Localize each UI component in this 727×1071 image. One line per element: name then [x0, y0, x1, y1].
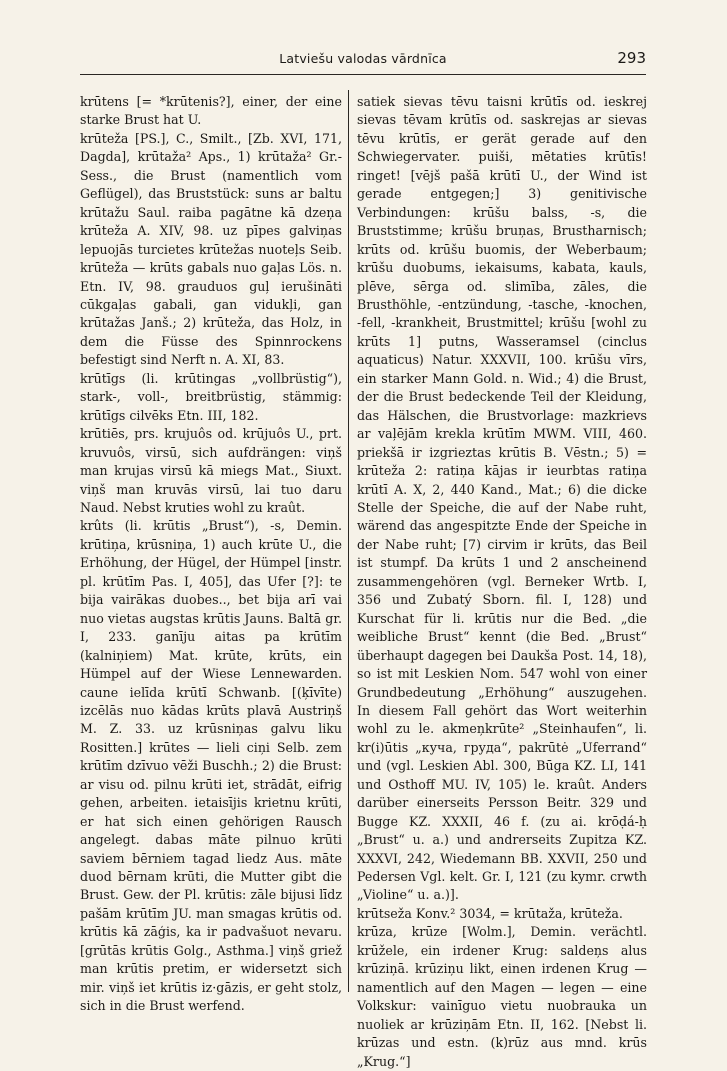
right-column	[357, 93, 647, 1069]
entry-kruza: krūza, krūze [Wolm.], Demin. verächtl. krūžele, ein irdener Krug: saldeņs alus krūziņā. krūziņu likt, einen irdenen Krug — namentlich auf den Magen — legen — eine Volkskur: vainīguo vietu nuobrauka un nuoliek ar krūziņām Etn. II, 162. [Nebst li. krūzas und estn. (k)rūz aus mnd. krūs „Krug.“]	[357, 924, 647, 1069]
entry-kruts: krûts (li. krūtis „Brust“), -s, Demin. krūtiņa, krūsniņa, 1) auch krūte U., die Erhöhung, der Hügel, der Hümpel [instr. pl. krūtīm Pas. I, 405], das Ufer [?]: te bija vairākas duobes.., bet bija arī vai nuo vietas augstas krūtis Jauns. Baltā gr. I, 233. ganīju aitas pa krūtīm (kalniņiem) Mat. krūte, krūts, ein Hümpel auf der Wiese Lennewarden. caune ielīda krūtī Schwanb. [(ķīvīte) izcēlās nuo kādas krūts plavā Austriņš M. Z. 33. uz krūsniņas galvu liku Rositten.] krūtes — lieli ciņi Selb. zem krūtīm dzīvuo vēži Buschh.; 2) die Brust: ar visu od. pilnu krūti iet, strādāt, eifrig gehen, arbeiten. ietaisījis krietnu krūti, er hat sich einen gehörigen Rausch angelegt. dabas māte pilnuo krūti saviem bērniem tagad liedz Aus. māte duod bērnam krūti, die Mutter gibt die Brust. Gew. der Pl. krūtis: zāle bijusi līdz pašām krūtīm JU. man smagas krūtis od. krūtis kā zāģis, ka ir padvašuot nevaru. [grūtās krūtis Golg., Asthma.] viņš griež man krūtis pretim, er widersetzt sich mir. viņš iet krūtis iz·gāzis, er geht stolz, sich in die Brust werfend.	[80, 518, 342, 1014]
entry-kruteza: krūteža [PS.], C., Smilt., [Zb. XVI, 171, Dagda], krūtaža² Aps., 1) krūtaža² Gr.-Sess., die Brust (namentlich vom Geflügel), das Bruststück: suns ar baltu krūtažu Saul. raiba pagātne kā dzeņa krūteža A. XIV, 98. uz pīpes galviņas lepuojās turcietes krūtežas nuoteļs Seib. krūteža — krūts gabals nuo gaļas Lös. n. Etn. IV, 98. grauduos guļ ierušināti cūkgaļas gabali, gan vidukļi, gan krūtažas Janš.; 2) krūteža, das Holz, in dem die Füsse des Spinnrockens befestigt sind Nerft n. A. XI, 83.	[80, 130, 342, 368]
entry-krutens: krūtens [= *krūtenis?], einer, der eine starke Brust hat U.	[80, 94, 342, 128]
left-column	[80, 93, 342, 1014]
running-title: Latviešu valodas vārdnīca	[279, 51, 447, 66]
page-header	[80, 48, 646, 75]
column-divider	[348, 90, 349, 992]
entry-krutigs: krūtīgs (li. krūtingas „vollbrüstig“), stark-, voll-, breitbrüstig, stämmig: krūtīgs cilvēks Etn. III, 182.	[80, 370, 342, 423]
entry-kruts-continued: satiek sievas tēvu taisni krūtīs od. ieskrej sievas tēvam krūtīs od. saskrejas ar sievas tēvu krūtīs, er gerät gerade auf den Schwiegervater. puiši, mētaties krūtīs! ringet! [vējš pašā krūtī U., der Wind ist gerade entgegen;] 3) genitivische Verbindungen: krūšu balss, -s, die Bruststimme; krūšu bruņas, Brustharnisch; krūts od. krūšu buomis, der Weberbaum; krūšu duobums, iekaisums, kabata, kauls, plēve, sērga od. slimība, zāles, die Brusthöhle, -entzündung, -tasche, -knochen, -fell, -krankheit, Brustmittel; krūšu [wohl zu krūts 1] putns, Wasseramsel (cinclus aquaticus) Natur. XXXVII, 100. krūšu vīrs, ein starker Mann Gold. n. Wid.; 4) die Brust, der die Brust bedeckende Teil der Kleidung, das Hälschen, die Brustvorlage: mazkrievs ar vaļējām krekla krūtīm MWM. VIII, 460. priekšā ir izgrieztas krūtis B. Vēstn.; 5) = krūteža 2: ratiņa kājas ir ieurbtas ratiņa krūtī A. X, 2, 440 Kand., Mat.; 6) die dicke Stelle der Speiche, die auf der Nabe ruht, wärend das angespitzte Ende der Speiche in der Nabe ruht; [7) cirvim ir krūts, das Beil ist stumpf. Da krūts 1 und 2 anscheinend zusammengehören (vgl. Berneker Wrtb. I, 356 und Zubatý Sborn. fil. I, 128) und Kurschat für li. krūtis nur die Bed. „die weibliche Brust“ kennt (die Bed. „Brust“ überhaupt dagegen bei Daukša Post. 14, 18), so ist mit Leskien Nom. 547 wohl von einer Grundbedeutung „Erhöhung“ auszugehen. In diesem Fall gehört das Wort weiterhin wohl zu le. akmeņkrūte² „Steinhaufen“, li. kr(i)ūtis „куча, груда“, pakrūtė „Uferrand“ und (vgl. Leskien Abl. 300, Būga KZ. LI, 141 und Osthoff MU. IV, 105) le. kraût. Anders darüber einerseits Persson Beitr. 329 und Bugge KZ. XXXII, 46 f. (zu ai. krōḍá-ḥ „Brust“ u. a.) und andrerseits Zupitza KZ. XXXVI, 242, Wiedemann BB. XXVII, 250 und Pedersen Vgl. kelt. Gr. I, 121 (zu kymr. crwth „Violine“ u. a.)].	[357, 94, 647, 903]
entry-krutseza: krūtseža Konv.² 3034, = krūtaža, krūteža.	[357, 905, 623, 921]
entry-kruties: krūtiēs, prs. krujuôs od. krūjuôs U., prt. kruvuôs, virsū, sich aufdrängen: viņš man krujas virsū kā miegs Mat., Siuxt. viņš man kruvās virsū, lai tuo daru Naud. Nebst kruties wohl zu kraût.	[80, 426, 342, 515]
page-number: 293	[617, 49, 646, 67]
